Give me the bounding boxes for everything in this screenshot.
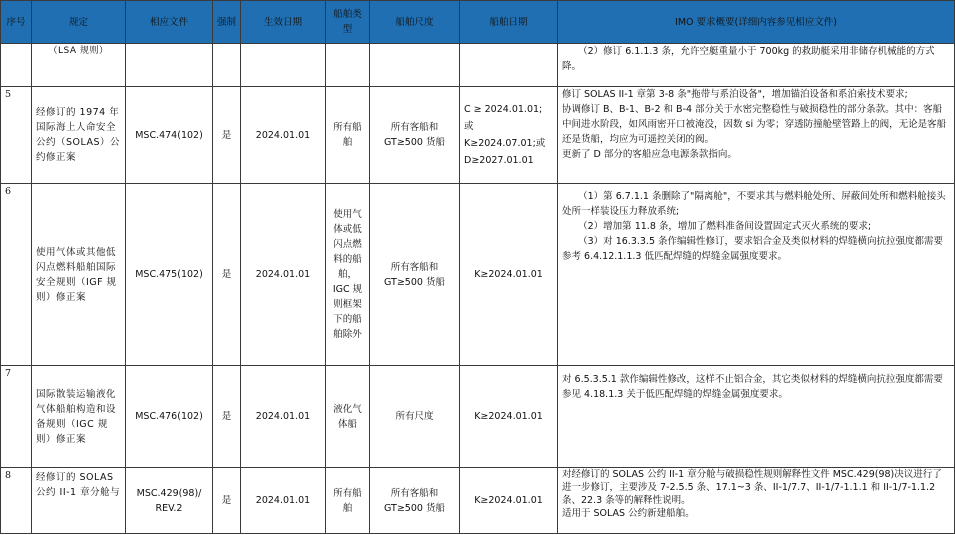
header-requirements: IMO 要求概要(详细内容参见相应文件)	[558, 1, 955, 44]
cell-regulation: （LSA 规则）	[32, 44, 126, 87]
cell-ship-type: 使用气体或低闪点燃料的船舶，IGC 规则框架下的船舶除外	[326, 184, 370, 366]
requirement-line: （3）对 16.3.3.5 条作编辑性修订，要求铝合金及类似材料的焊缝横向抗拉强度都需要参考 6.4.12.1.1.3 低匹配焊缝的焊缝金属强度要求。	[562, 236, 944, 262]
cell-ship-size	[370, 44, 460, 87]
cell-effective-date: 2024.01.01	[241, 366, 326, 468]
cell-requirements	[558, 468, 955, 534]
header-document: 相应文件	[126, 1, 213, 44]
cell-mandatory: 是	[213, 87, 241, 184]
header-regulation: 规定	[32, 1, 126, 44]
requirement-line: （2）增加第 11.8 条，增加了燃料准备间设置固定式灭火系统的要求;	[578, 221, 872, 232]
cell-index: 5	[1, 87, 32, 184]
cell-ship-size: 所有客船和 GT≥500 货船	[370, 468, 460, 534]
cell-mandatory: 是	[213, 366, 241, 468]
requirement-line: 对 6.5.3.5.1 款作编辑性修改，这样不止铝合金，其它类似材料的焊缝横向抗拉强度都需要参见 4.18.1.3 关于低匹配焊缝的焊缝金属强度要求。	[562, 374, 943, 400]
cell-index: 6	[1, 184, 32, 366]
cell-regulation: 国际散装运输液化气体船舶构造和设备规则（IGC 规则）修正案	[32, 366, 126, 468]
requirement-line: 修订 SOLAS II-1 章第 3-8 条"拖带与系泊设备"，增加锚泊设备和系泊索技术要求;	[562, 89, 908, 100]
cell-mandatory: 是	[213, 468, 241, 534]
ship-date-line: 或	[464, 121, 474, 132]
requirement-line: 协调修订 B、B-1、B-2 和 B-4 部分关于水密完整稳性与破损稳性的部分条款。其中：客船中间进水阶段，如风雨密开口被淹没，因数 si 为零；穿透防撞舱壁管路上的阀，无论是客船还是货船，均应为可遥控关闭的阀。	[562, 104, 947, 145]
requirement-line: （1）第 6.7.1.1 条删除了"隔离舱"，不要求其与燃料舱处所、屏蔽间处所和燃料舱接头处所一样装设压力释放系统;	[562, 191, 946, 217]
cell-mandatory	[213, 44, 241, 87]
cell-document: MSC.475(102)	[126, 184, 213, 366]
cell-ship-date: K≥2024.01.01	[460, 366, 558, 468]
header-ship-type: 船舶类型	[326, 1, 370, 44]
cell-ship-date	[460, 44, 558, 87]
cell-ship-date	[460, 87, 558, 184]
cell-document	[126, 44, 213, 87]
cell-requirements	[558, 184, 955, 366]
requirement-line: 适用于 SOLAS 公约新建船舶。	[562, 508, 695, 519]
cell-document: MSC.429(98)/ REV.2	[126, 468, 213, 534]
table-row-continuation	[1, 44, 955, 87]
cell-regulation: 经修订的 SOLAS 公约 II-1 章分舱与	[32, 468, 126, 534]
cell-effective-date: 2024.01.01	[241, 468, 326, 534]
header-effective-date: 生效日期	[241, 1, 326, 44]
cell-index	[1, 44, 32, 87]
requirement-line: （2）修订 6.1.1.3 条，允许空艇重量小于 700kg 的救助艇采用非储存机械能的方式降。	[562, 46, 935, 72]
cell-ship-date: K≥2024.01.01	[460, 468, 558, 534]
cell-ship-date: K≥2024.01.01	[460, 184, 558, 366]
ship-date-line: K≥2024.07.01;或	[464, 138, 546, 149]
cell-document: MSC.476(102)	[126, 366, 213, 468]
cell-regulation: 经修订的 1974 年国际海上人命安全公约（SOLAS）公约修正案	[32, 87, 126, 184]
table-row	[1, 366, 955, 468]
cell-effective-date: 2024.01.01	[241, 184, 326, 366]
cell-ship-size: 所有尺度	[370, 366, 460, 468]
cell-ship-type: 所有船舶	[326, 87, 370, 184]
header-index: 序号	[1, 1, 32, 44]
ship-date-line: C ≥ 2024.01.01;	[464, 104, 543, 115]
cell-mandatory: 是	[213, 184, 241, 366]
cell-effective-date	[241, 44, 326, 87]
cell-document: MSC.474(102)	[126, 87, 213, 184]
cell-requirements	[558, 366, 955, 468]
cell-ship-type	[326, 44, 370, 87]
header-row	[1, 1, 955, 44]
header-ship-date: 船舶日期	[460, 1, 558, 44]
ship-date-line: D≥2027.01.01	[464, 155, 534, 166]
header-mandatory: 强制	[213, 1, 241, 44]
cell-effective-date: 2024.01.01	[241, 87, 326, 184]
cell-ship-size: 所有客船和 GT≥500 货船	[370, 184, 460, 366]
header-ship-size: 船舶尺度	[370, 1, 460, 44]
cell-regulation: 使用气体或其他低闪点燃料船舶国际安全规则（IGF 规则）修正案	[32, 184, 126, 366]
cell-ship-size: 所有客船和 GT≥500 货船	[370, 87, 460, 184]
requirement-line: 对经修订的 SOLAS 公约 II-1 章分舱与破损稳性规则解释性文件 MSC.429(98)决议进行了进一步修订，主要涉及 7-2.5.5 条、17.1~3 条、II-1/7.7、II-1/7-1.1.1 和 II-1/7-1.1.2 条、22.3 条等的解释性说明。	[562, 469, 942, 506]
cell-requirements	[558, 44, 955, 87]
cell-index: 8	[1, 468, 32, 534]
cell-ship-type: 液化气体船	[326, 366, 370, 468]
cell-requirements	[558, 87, 955, 184]
table-row	[1, 468, 955, 534]
table-row	[1, 87, 955, 184]
cell-index: 7	[1, 366, 32, 468]
requirement-line: 更新了 D 部分的客船应急电源条款指向。	[562, 149, 737, 160]
table-row	[1, 184, 955, 366]
cell-ship-type: 所有船舶	[326, 468, 370, 534]
